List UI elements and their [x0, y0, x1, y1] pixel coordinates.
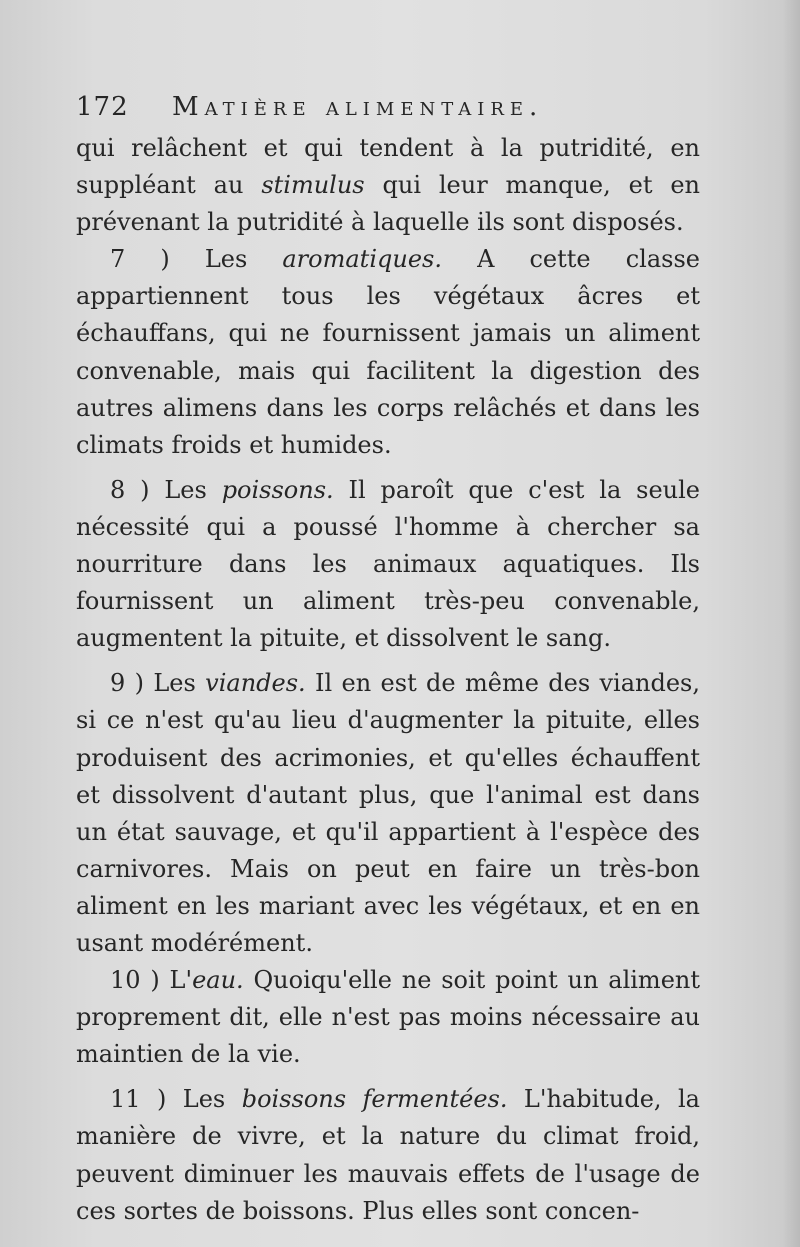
italic-term: boissons fermentées. [241, 1085, 508, 1114]
paragraph-poissons: 8 ) Les poissons. Il paroît que c'est la seule nécessité qui a poussé l'homme à chercher sa nourriture dans les animaux aquatiques. Ils fournissent un aliment très-peu convenable, augmentent la pituite, et dissolvent le sang. [76, 475, 700, 653]
paragraph-viandes: 9 ) Les viandes. Il en est de même des viandes, si ce n'est qu'au lieu d'augmenter la pituite, elles produisent des acrimonies, et qu'elles échauffent et dissolvent d'autant plus, que l'animal est dans un état sauvage, et qu'il appartient à l'espèce des carnivores. Mais on peut en faire un très-bon aliment en les mariant avec les végétaux, et en en usant modérément. [76, 669, 701, 957]
page-header [76, 92, 716, 126]
paragraph-continuation: qui relâchent et qui tendent à la putridité, en suppléant au stimulus qui leur manque, et en prévenant la putridité à laquelle ils sont disposés. [76, 134, 700, 237]
italic-term: viandes. [205, 669, 306, 698]
page-number: 172 [76, 92, 129, 122]
running-head: Matière alimentaire. [172, 92, 544, 122]
paragraph-eau: 10 ) L'eau. Quoiqu'elle ne soit point un aliment proprement dit, elle n'est pas moins nécessaire au maintien de la vie. [76, 966, 700, 1069]
italic-term: stimulus [261, 171, 365, 200]
italic-term: poissons. [221, 475, 334, 504]
italic-term: aromatiques. [282, 245, 442, 274]
italic-term: eau. [192, 966, 244, 995]
paragraph-aromatiques: 7 ) Les aromatiques. A cette classe appartiennent tous les végétaux âcres et échauffans, qui ne fournissent jamais un aliment convenable, mais qui facilitent la digestion des autres alimens dans les corps relâchés et dans les climats froids et humides. [76, 245, 700, 459]
paragraph-boissons: 11 ) Les boissons fermentées. L'habitude, la manière de vivre, et la nature du climat froid, peuvent diminuer les mauvais effets de l'usage de ces sortes de boissons. Plus elles sont concen- [76, 1085, 700, 1225]
body-text [76, 130, 700, 1230]
